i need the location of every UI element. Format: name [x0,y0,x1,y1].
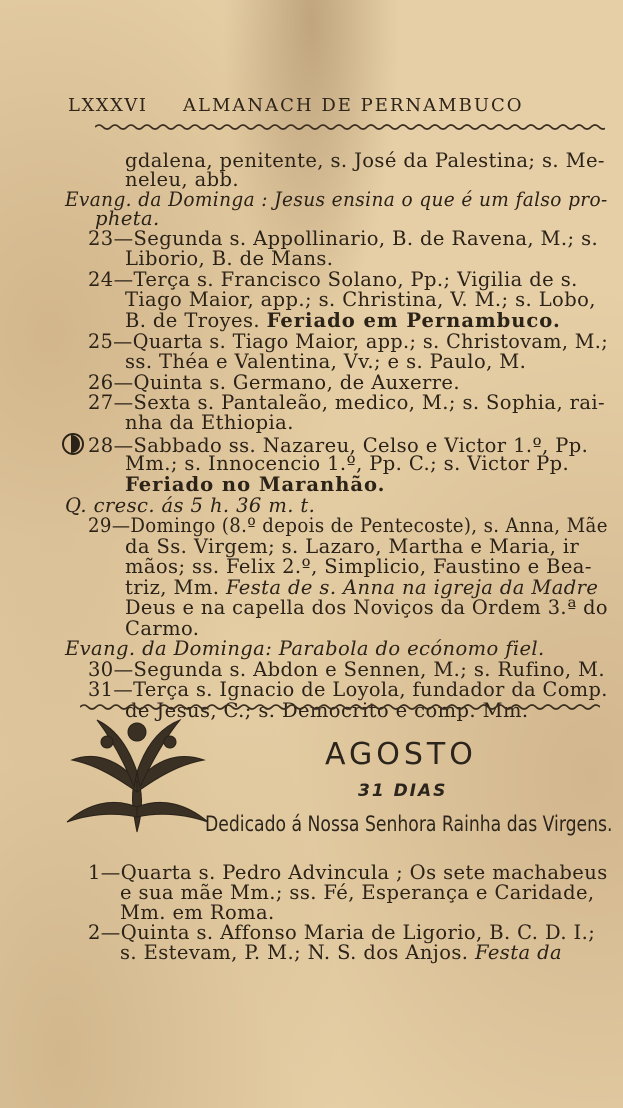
text-fragment: 28—Sabbado ss. Nazareu, Celso e Victor 1.º, Pp. [88,434,589,457]
first-quarter-moon-icon [62,433,84,455]
page-number: LXXXVI [68,95,148,116]
text-line: de Jesus, C.; s. Democrito e comp. Mm. [125,699,529,722]
page-header [68,95,598,119]
text-line: nha da Ethiopia. [125,411,294,434]
day-entry-1: 1—Quarta s. Pedro Advincula ; Os sete machabeus [88,861,608,884]
text-line: Liborio, B. de Mans. [125,247,334,270]
day-entry-31: 31—Terça s. Ignacio de Loyola, fundador da Comp. [88,678,608,701]
text-line: neleu, abb. [125,168,240,191]
top-rule [95,122,605,132]
month-dedication: Dedicado á Nossa Senhora Rainha das Virgens. [205,812,613,836]
text-fragment: B. de Troyes. [125,309,260,332]
text-line: Mm.; s. Innocencio 1.º, Pp. C.; s. Victor Pp. [125,452,570,475]
text-fragment: triz, Mm. [125,576,220,599]
text-line: Carmo. [125,617,200,640]
day-entry-26: 26—Quinta s. Germano, de Auxerre. [88,371,460,394]
section-rule [80,702,590,712]
text-line: mãos; ss. Felix 2.º, Simplicio, Faustino e Bea- [125,555,592,578]
day-entry-24: 24—Terça s. Francisco Solano, Pp.; Vigilia de s. [88,268,578,291]
moon-phase-note: Q. cresc. ás 5 h. 36 m. t. [65,494,316,517]
plant-vignette-icon [62,712,212,837]
feast-note: Festa de s. Anna na igreja da Madre [225,576,599,599]
text-line: Deus e na capella dos Noviços da Ordem 3.ª do [125,596,608,619]
text-line: Tiago Maior, app.; s. Christina, V. M.; s. Lobo, [125,288,596,311]
text-line [120,942,562,964]
day-entry-30: 30—Segunda s. Abdon e Sennen, M.; s. Rufino, M. [88,658,606,681]
holiday-pernambuco: Feriado em Pernambuco. [266,309,561,332]
month-days: 31 DIAS [358,781,448,801]
text-line: da Ss. Virgem; s. Lazaro, Martha e Maria, ir [125,535,580,558]
text-line: e sua mãe Mm.; ss. Fé, Esperança e Caridade, [120,881,595,904]
holiday-maranhao: Feriado no Maranhão. [125,473,386,496]
feast-note: Festa da [475,941,562,964]
gospel-line: pheta. [95,207,160,230]
day-entry-25: 25—Quarta s. Tiago Maior, app.; s. Christovam, M.; [88,330,609,353]
text-line: Mm. em Roma. [120,901,275,924]
text-line [125,310,561,332]
text-line: ss. Théa e Valentina, Vv.; e s. Paulo, M. [125,350,527,373]
day-entry-27: 27—Sexta s. Pantaleão, medico, M.; s. Sophia, rai- [88,391,606,414]
month-heading: AGOSTO [325,737,477,772]
day-entry-23: 23—Segunda s. Appollinario, B. de Ravena, M.; s. [88,227,599,250]
text-fragment: s. Estevam, P. M.; N. S. dos Anjos. [120,941,469,964]
page-title: ALMANACH DE PERNAMBUCO [183,95,524,116]
day-entry-29: 29—Domingo (8.º depois de Pentecoste), s. Anna, Mãe [88,514,608,537]
text-line: gdalena, penitente, s. José da Palestina; s. Me- [125,149,605,172]
gospel-line: Evang. da Dominga: Parabola do ecónomo fiel. [65,637,545,660]
gospel-line: Evang. da Dominga : Jesus ensina o que é um falso pro- [65,188,608,211]
day-entry-2: 2—Quinta s. Affonso Maria de Ligorio, B. C. D. I.; [88,921,596,944]
